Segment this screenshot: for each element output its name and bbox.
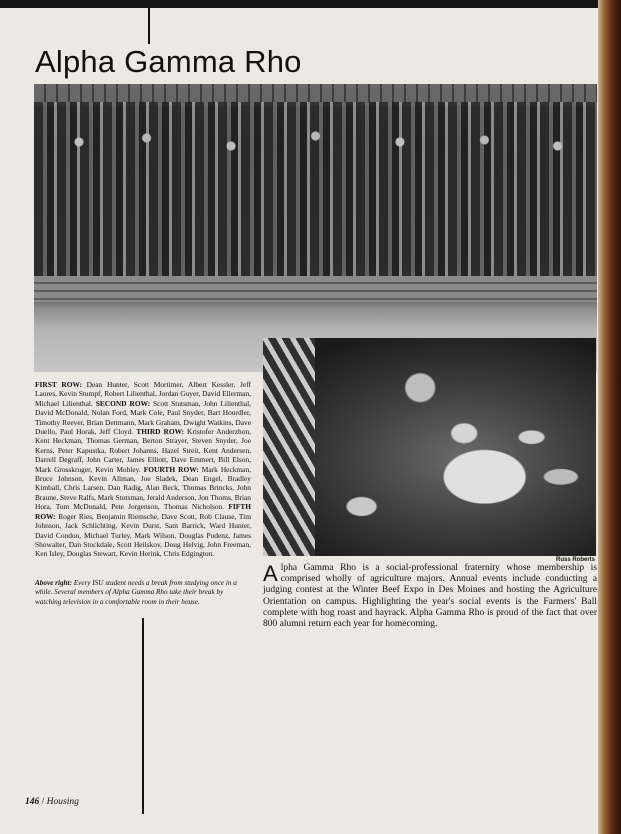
caption-text: Every ISU student needs a break from studying once in a while. Several members of Alpha Gamma Rho take their break by watching television in a comfortable room in their house.: [35, 579, 237, 606]
roster-third-label: THIRD ROW:: [136, 427, 185, 437]
folio-separator: /: [41, 797, 45, 807]
roster-fifth-label: FIFTH ROW:: [35, 502, 251, 521]
vertical-rule-bottom: [142, 618, 144, 814]
roster-fourth-label: FOURTH ROW:: [143, 464, 199, 474]
tv-photo: [263, 338, 596, 556]
story-text: [263, 563, 597, 630]
roster-second-label: SECOND ROW:: [95, 398, 151, 408]
page-title: Alpha Gamma Rho: [35, 44, 302, 79]
roster-fourth-names: Mark Heckman, Bruce Johnson, Kevin Allman, Joe Sladek, Dean Engel, Bradley Kimball, Chris Larsen, Dan Radig, Alan Beck, Thomas Brincks, John Braune, Steve Ralfs, Mark Stutsman, Jerald Anderson, Jon Thoms, Brian Hora, Tom McDonald, Pete Jorgenson, Thomas Nicholson.: [35, 464, 251, 512]
drop-cap: A: [263, 561, 278, 586]
photo-caption: [35, 579, 251, 607]
roster-fifth-names: Roger Ries, Benjamin Riemsche, Dave Scott, Rob Clause, Tim Johnson, Jack Schlichting, Kevin Durst, Sam Barrick, Ward Hunter, David Condon, Michael Turley, Mark Wilson, Douglas Pudenz, James Showalter, Dan Stockdale, Scott Heilskov, Doug Helvig, John Freeman, Ken Isley, Douglas Stewart, Kevin Herink, Chris Edgington.: [35, 511, 251, 559]
photo-credit: Russ Roberts: [556, 557, 596, 563]
group-photo: [34, 84, 597, 372]
page-binding-edge: [598, 0, 621, 834]
roster-first-names: Dean Hunter, Scott Mortimer, Albert Kessler, Jeff Laures, Kevin Stumpf, Robert Lilienthal, Jordan Guyer, David Ellerman, Michael Lilienthal.: [35, 380, 251, 408]
page-number: 146: [25, 797, 40, 807]
vertical-rule-top: [148, 8, 150, 44]
top-border: [0, 0, 621, 8]
page-folio: [25, 797, 79, 807]
roster-second-names: Scott Stutsman, John Lilienthal, David McDonald, Nolan Ford, Mark Cole, Paul Snyder, Bart Hourdler, Timothy Reever, Brian Dettmann, Mark Graham, Dwight Watkins, Dave Duello, Paul Horak, Jeff Cloyd.: [35, 398, 251, 437]
roster-text: [35, 380, 251, 559]
fraternity-members: [34, 102, 597, 302]
roster-first-label: FIRST ROW:: [35, 380, 82, 389]
section-name: Housing: [46, 797, 79, 807]
roster-third-names: Kristofer Anderzhon, Kent Heckman, Thomas German, Berton Strayer, Steven Snyder, Joe Kerns, Peter Kapustka, Robert Johanns, Hazel Streit, Kent Andersen, Darrell Degraff, John Carter, James Elliott, Dave Emmert, Bill Elson, Mark Grosskruger, Kevin Mobley.: [35, 427, 251, 474]
front-steps: [34, 276, 597, 302]
caption-label: Above right:: [35, 579, 72, 587]
students-watching-tv: [303, 358, 596, 556]
story-body: lpha Gamma Rho is a social-professional fraternity whose membership is comprised wholly of agriculture majors. Annual events include conducting a judging contest at the Winter Beef Expo in Des Moines and hosting the Agriculture Orientation on campus. Highlighting the year's social events is the Farmers' Ball complete with hog roast and hayrack. Alpha Gamma Rho is proud of the fact that over 800 alumni return each year for homecoming.: [263, 563, 597, 630]
